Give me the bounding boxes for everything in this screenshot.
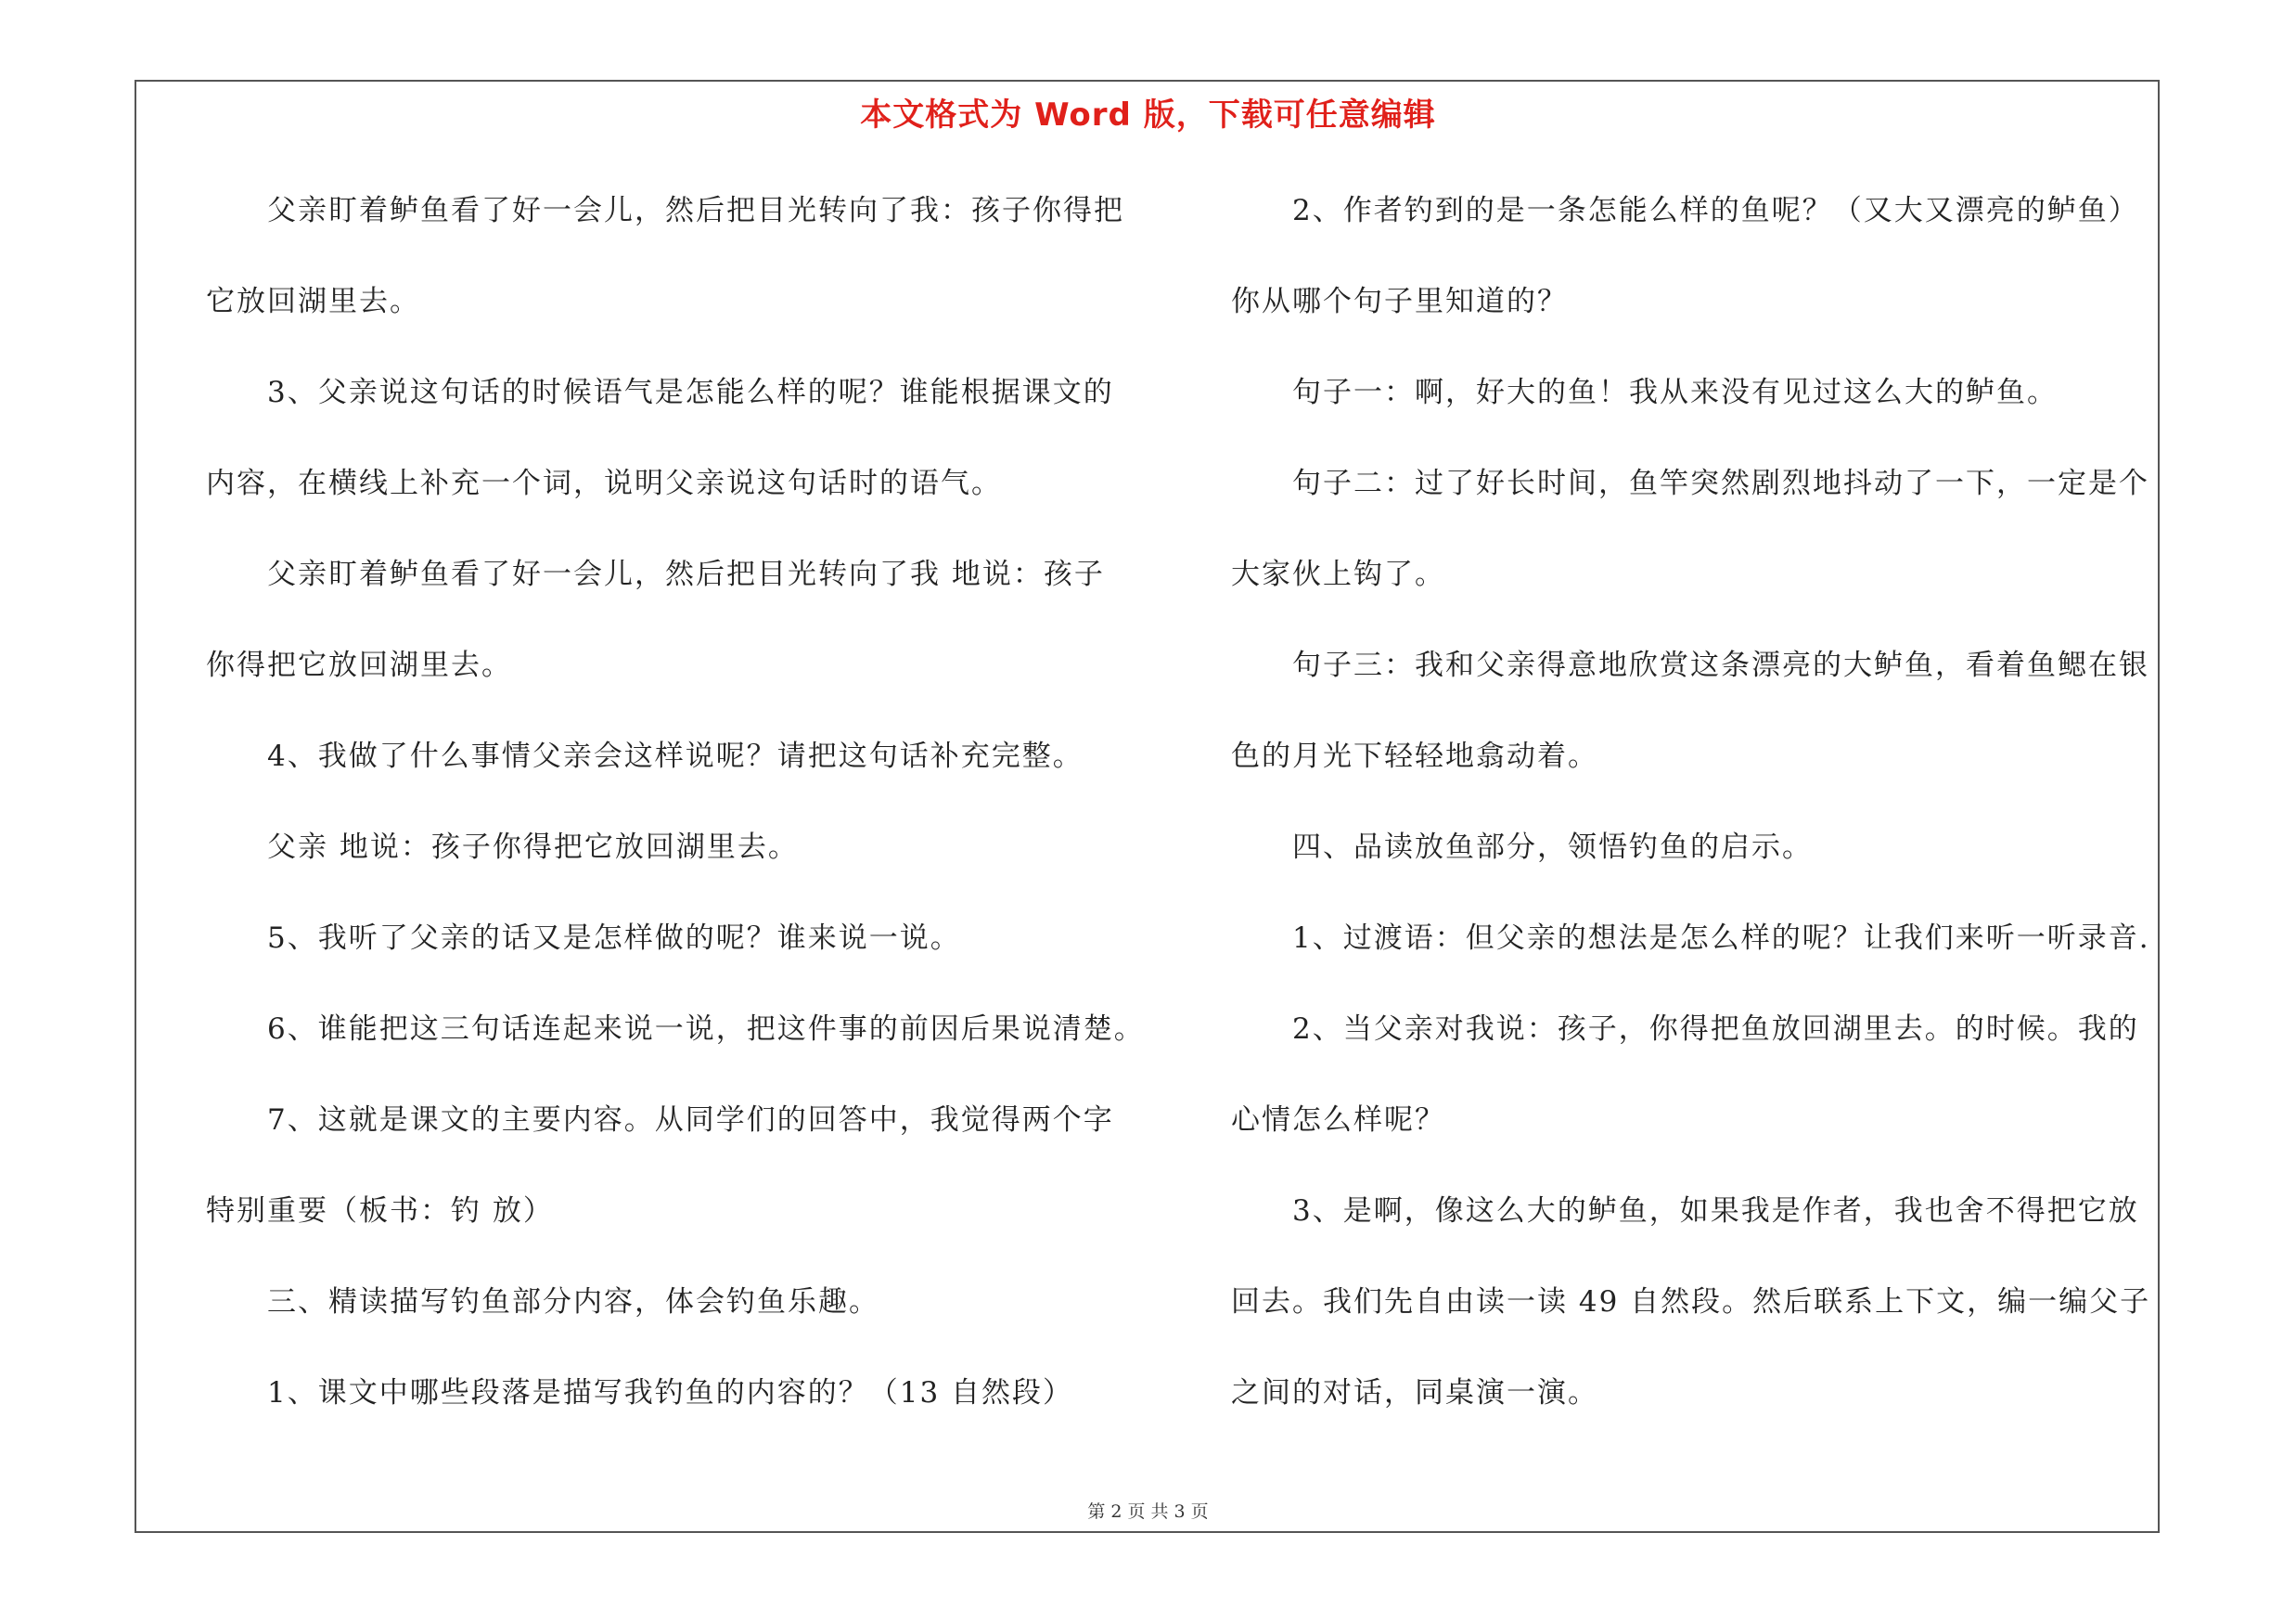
text-line: 3、是啊，像这么大的鲈鱼，如果我是作者，我也舍不得把它放 <box>1292 1194 2139 1228</box>
text-line: 大家伙上钩了。 <box>1231 558 1445 591</box>
text-line: 你从哪个句子里知道的？ <box>1231 285 1568 318</box>
text-line: 父亲盯着鲈鱼看了好一会儿，然后把目光转向了我 地说：孩子 <box>267 558 1105 591</box>
text-line: 句子三：我和父亲得意地欣赏这条漂亮的大鲈鱼，看着鱼鳃在银 <box>1292 649 2149 682</box>
text-line: 你得把它放回湖里去。 <box>206 649 512 682</box>
text-line: 特别重要（板书：钓 放） <box>206 1194 554 1228</box>
text-line: 1、课文中哪些段落是描写我钓鱼的内容的？（13 自然段） <box>267 1376 1074 1410</box>
page-footer: 第 2 页 共 3 页 <box>1087 1501 1209 1522</box>
text-line: 之间的对话，同桌演一演。 <box>1231 1376 1598 1410</box>
text-line: 三、精读描写钓鱼部分内容，体会钓鱼乐趣。 <box>267 1285 879 1319</box>
text-line: 回去。我们先自由读一读 49 自然段。然后联系上下文，编一编父子 <box>1231 1285 2151 1319</box>
text-line: 父亲 地说：孩子你得把它放回湖里去。 <box>267 831 799 864</box>
text-line: 1、过渡语：但父亲的想法是怎么样的呢？让我们来听一听录音. <box>1292 921 2150 955</box>
text-line: 5、我听了父亲的话又是怎样做的呢？谁来说一说。 <box>267 921 961 955</box>
text-line: 3、父亲说这句话的时候语气是怎能么样的呢？谁能根据课文的 <box>267 376 1114 409</box>
text-line: 内容，在横线上补充一个词，说明父亲说这句话时的语气。 <box>206 467 1002 500</box>
text-line: 4、我做了什么事情父亲会这样说呢？请把这句话补充完整。 <box>267 740 1084 773</box>
text-line: 父亲盯着鲈鱼看了好一会儿，然后把目光转向了我：孩子你得把 <box>267 194 1124 227</box>
text-line: 它放回湖里去。 <box>206 285 420 318</box>
text-line: 句子二：过了好长时间，鱼竿突然剧烈地抖动了一下，一定是个 <box>1292 467 2149 500</box>
text-line: 7、这就是课文的主要内容。从同学们的回答中，我觉得两个字 <box>267 1103 1114 1137</box>
text-line: 6、谁能把这三句话连起来说一说，把这件事的前因后果说清楚。 <box>267 1012 1145 1046</box>
text-line: 心情怎么样呢？ <box>1231 1103 1445 1137</box>
text-line: 2、当父亲对我说：孩子，你得把鱼放回湖里去。的时候。我的 <box>1292 1012 2139 1046</box>
text-line: 色的月光下轻轻地翕动着。 <box>1231 740 1598 773</box>
text-line: 句子一：啊，好大的鱼！我从来没有见过这么大的鲈鱼。 <box>1292 376 2058 409</box>
text-line: 四、品读放鱼部分，领悟钓鱼的启示。 <box>1292 831 1813 864</box>
header-banner: 本文格式为 Word 版，下载可任意编辑 <box>860 97 1436 134</box>
text-line: 2、作者钓到的是一条怎能么样的鱼呢？（又大又漂亮的鲈鱼） <box>1292 194 2139 227</box>
